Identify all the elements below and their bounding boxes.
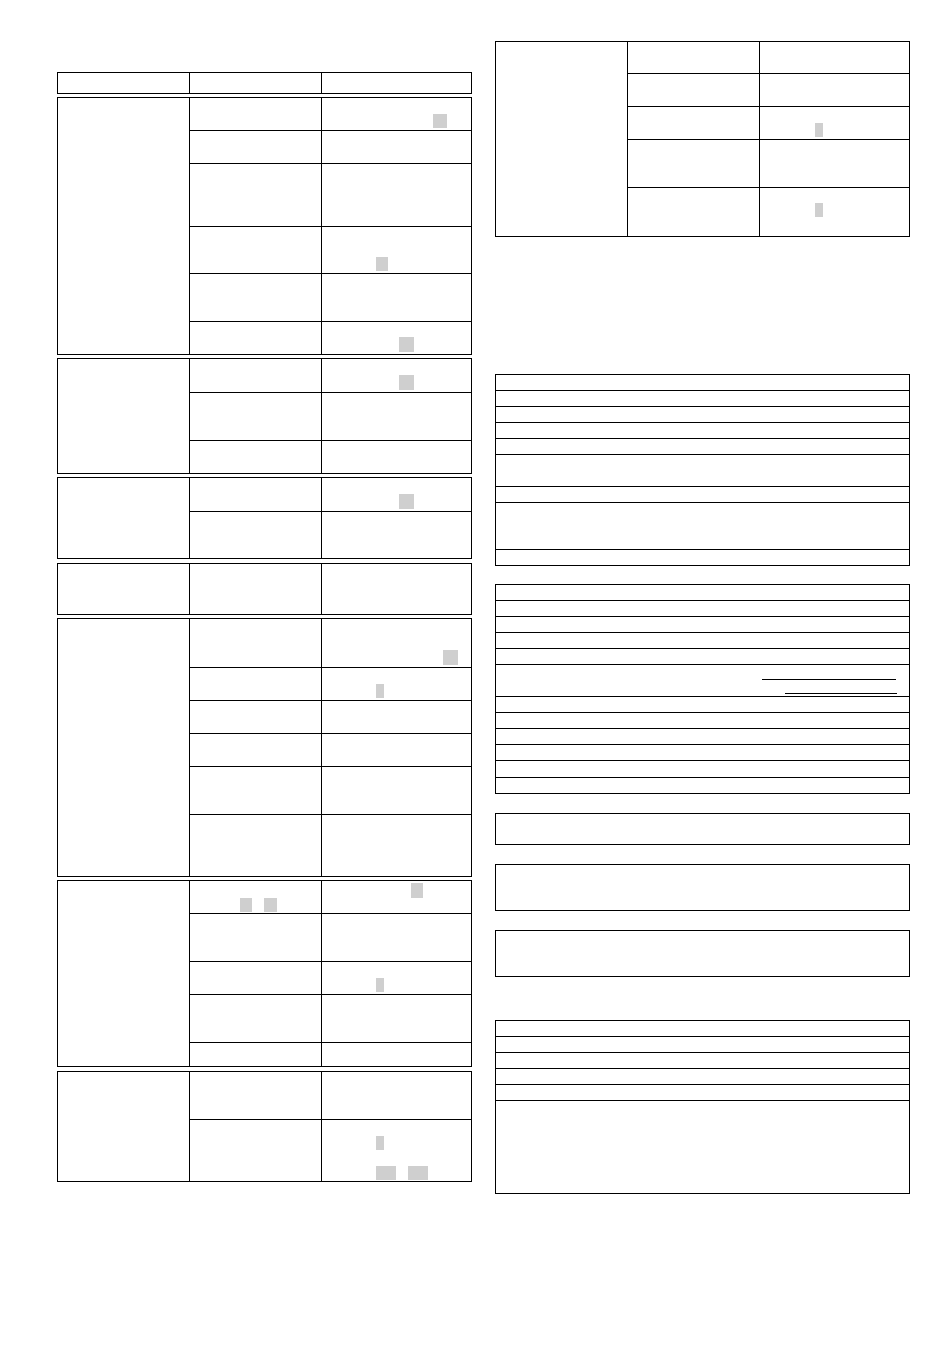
row-divider <box>189 814 472 815</box>
row-divider <box>495 616 910 617</box>
row-divider <box>495 1052 910 1053</box>
row-divider <box>189 511 472 512</box>
highlight-mark <box>433 114 447 128</box>
column-divider <box>189 358 190 474</box>
row-divider <box>495 664 910 665</box>
table-group <box>57 563 472 615</box>
highlight-mark <box>411 883 423 898</box>
highlight-mark <box>376 257 388 271</box>
highlight-mark <box>408 1166 428 1180</box>
highlight-mark <box>443 650 458 665</box>
row-divider <box>189 961 472 962</box>
column-divider <box>189 1071 190 1182</box>
column-divider <box>321 358 322 474</box>
row-divider <box>495 454 910 455</box>
table-frame <box>495 374 910 566</box>
row-divider <box>189 273 472 274</box>
row-divider <box>189 163 472 164</box>
row-divider <box>627 73 910 74</box>
table-group <box>57 618 472 877</box>
column-divider <box>321 477 322 559</box>
row-divider <box>495 600 910 601</box>
underline <box>785 693 897 694</box>
row-divider <box>189 392 472 393</box>
column-divider <box>321 1071 322 1182</box>
row-divider <box>495 390 910 391</box>
row-divider <box>495 712 910 713</box>
column-divider <box>189 477 190 559</box>
highlight-mark <box>376 1166 396 1180</box>
table-group <box>57 477 472 559</box>
row-divider <box>495 1084 910 1085</box>
row-divider <box>189 440 472 441</box>
row-divider <box>495 728 910 729</box>
column-divider <box>321 618 322 877</box>
column-divider <box>189 618 190 877</box>
column-divider <box>321 563 322 615</box>
row-divider <box>495 1068 910 1069</box>
row-divider <box>495 777 910 778</box>
row-divider <box>189 130 472 131</box>
column-divider <box>189 880 190 1067</box>
row-divider <box>495 1100 910 1101</box>
row-divider <box>495 549 910 550</box>
column-divider <box>321 72 322 94</box>
highlight-mark <box>376 684 384 698</box>
left-table-header <box>57 72 472 94</box>
column-divider <box>189 563 190 615</box>
row-divider <box>495 422 910 423</box>
row-divider <box>189 1119 472 1120</box>
right-box-1 <box>495 813 910 845</box>
highlight-mark <box>815 203 823 217</box>
row-divider <box>627 187 910 188</box>
row-divider <box>189 667 472 668</box>
row-divider <box>189 994 472 995</box>
row-divider <box>627 139 910 140</box>
right-box-3 <box>495 930 910 977</box>
highlight-mark <box>399 337 414 352</box>
row-divider <box>495 696 910 697</box>
highlight-mark <box>399 375 414 390</box>
highlight-mark <box>399 494 414 509</box>
row-divider <box>627 106 910 107</box>
highlight-mark <box>264 898 277 912</box>
column-divider <box>189 72 190 94</box>
table-frame <box>495 1020 910 1194</box>
row-divider <box>189 1042 472 1043</box>
row-divider <box>189 700 472 701</box>
row-divider <box>189 733 472 734</box>
highlight-mark <box>240 898 252 912</box>
row-divider <box>495 744 910 745</box>
row-divider <box>495 760 910 761</box>
highlight-mark <box>376 1136 384 1150</box>
underline <box>762 679 896 680</box>
row-divider <box>189 321 472 322</box>
row-divider <box>495 502 910 503</box>
row-divider <box>495 1036 910 1037</box>
row-divider <box>495 486 910 487</box>
highlight-mark <box>815 123 823 137</box>
row-divider <box>189 766 472 767</box>
column-divider <box>321 880 322 1067</box>
row-divider <box>189 913 472 914</box>
row-divider <box>189 226 472 227</box>
row-divider <box>495 632 910 633</box>
highlight-mark <box>376 978 384 992</box>
row-divider <box>495 438 910 439</box>
right-box-2 <box>495 864 910 911</box>
row-divider <box>495 406 910 407</box>
row-divider <box>495 648 910 649</box>
